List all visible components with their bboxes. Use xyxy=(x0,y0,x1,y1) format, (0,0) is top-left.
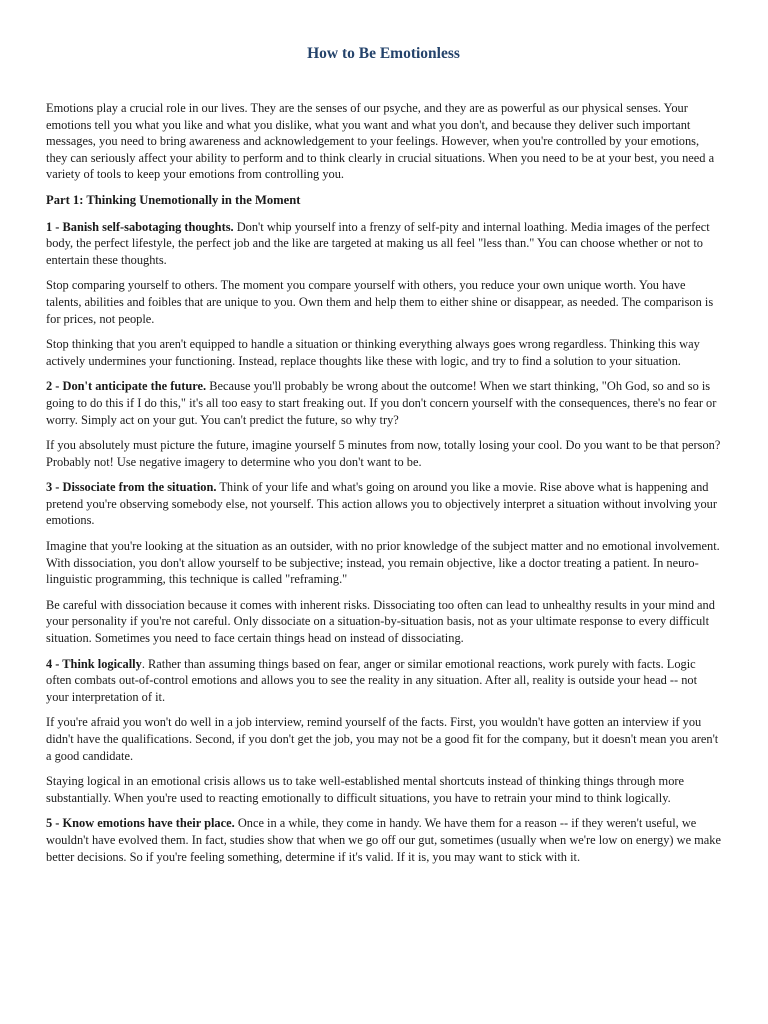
step-1-detail-2: Stop thinking that you aren't equipped to handle a situation or thinking everything always goes wrong regardless. Thinking this way actively undermines your functioning. Instead, replace thoughts like these with logic, and try to find a solution to your situation. xyxy=(46,337,700,368)
part-heading: Part 1: Thinking Unemotionally in the Moment xyxy=(46,192,301,207)
step-4-lead: 4 - Think logically xyxy=(46,656,142,671)
step-1-text: Don't whip yourself into a frenzy of self-pity and internal loathing. Media images of the perfect body, the perfect lifestyle, the perfect job and the like are targeted at making us all feel "less than." You can choose whether or not to entertain these thoughts. xyxy=(46,219,710,267)
step-1-detail-1: Stop comparing yourself to others. The moment you compare yourself with others, you reduce your own unique worth. You have talents, abilities and foibles that are unique to you. Own them and help them to either shine or disappear, as needed. The comparison is for prices, not people. xyxy=(46,278,714,326)
step-1-paragraph xyxy=(46,219,721,269)
step-5-lead: 5 - Know emotions have their place. xyxy=(46,816,235,831)
step-2-detail-1: If you absolutely must picture the future, imagine yourself 5 minutes from now, totally losing your cool. Do you want to be that person? Probably not! Use negative imagery to determine who you don't want to be. xyxy=(46,438,721,469)
step-3-detail-2: Be careful with dissociation because it comes with inherent risks. Dissociating too often can lead to unhealthy results in your mind and your personality if you're not careful. Only dissociate on a situation-by-situation basis, not as your ultimate response to every difficult situation. Sometimes you need to face certain things head on instead of dissociating. xyxy=(46,597,715,646)
step-4-detail-1: If you're afraid you won't do well in a job interview, remind yourself of the facts. First, you wouldn't have gotten an interview if you didn't have the qualifications. Second, if you don't get the job, you may not be a good fit for the company, but it doesn't mean you aren't a good candidate. xyxy=(46,715,719,763)
step-5-paragraph xyxy=(46,815,721,865)
step-4-text: . Rather than assuming things based on fear, anger or similar emotional reactions, work purely with facts. Logic often combats out-of-control emotions and allows you to see the reality in any situation. After all, reality is outside your head -- not your interpretation of it. xyxy=(46,656,698,704)
step-4-detail-2: Staying logical in an emotional crisis allows us to take well-established mental shortcuts instead of thinking things through more substantially. When you're used to reacting emotionally to difficult situations, you have to retrain your mind to think logically. xyxy=(46,774,685,805)
step-2-text: Because you'll probably be wrong about the outcome! When we start thinking, "Oh God, so and so is going to do this if I do this," it's all too easy to start freaking out. If you don't concern yourself with the consequences, there's no fear or worry. Simply act on your gut. You can't predict the future, so why try? xyxy=(46,379,717,427)
intro-paragraph: Emotions play a crucial role in our lives. They are the senses of our psyche, and they are as powerful as our physical senses. Your emotions tell you what you like and what you dislike, what you want and what you don't, and because they deliver such important messages, you need to bring awareness and acknowledgement to your feelings. However, when you're controlled by your emotions, they can seriously affect your ability to perform and to think clearly in crucial situations. When you need to be at your best, you need a variety of tools to keep your emotions from controlling you. xyxy=(46,101,715,182)
step-3-text: Think of your life and what's going on around you like a movie. Rise above what is happening and pretend you're observing somebody else, not yourself. This action allows you to objectively interpret a situation without involving your emotions. xyxy=(46,480,717,528)
step-2-paragraph xyxy=(46,378,721,428)
step-3-detail-1: Imagine that you're looking at the situation as an outsider, with no prior knowledge of the subject matter and no emotional involvement. With dissociation, you don't allow yourself to be subjective; instead, you remain objective, like a doctor treating a patient. In neuro-linguistic programming, this technique is called "reframing." xyxy=(46,539,720,587)
step-1-lead: 1 - Banish self-sabotaging thoughts. xyxy=(46,219,234,234)
step-3-lead: 3 - Dissociate from the situation. xyxy=(46,480,217,495)
step-3-paragraph xyxy=(46,479,721,529)
step-4-paragraph xyxy=(46,656,721,706)
step-5-text: Once in a while, they come in handy. We have them for a reason -- if they weren't useful, we wouldn't have evolved them. In fact, studies show that when we go off our gut, sometimes (usually when we're low on energy) we make better decisions. So if you're feeling something, determine if it's valid. If it is, you may want to stick with it. xyxy=(46,816,722,864)
document-title: How to Be Emotionless xyxy=(307,45,460,62)
step-2-lead: 2 - Don't anticipate the future. xyxy=(46,379,207,394)
